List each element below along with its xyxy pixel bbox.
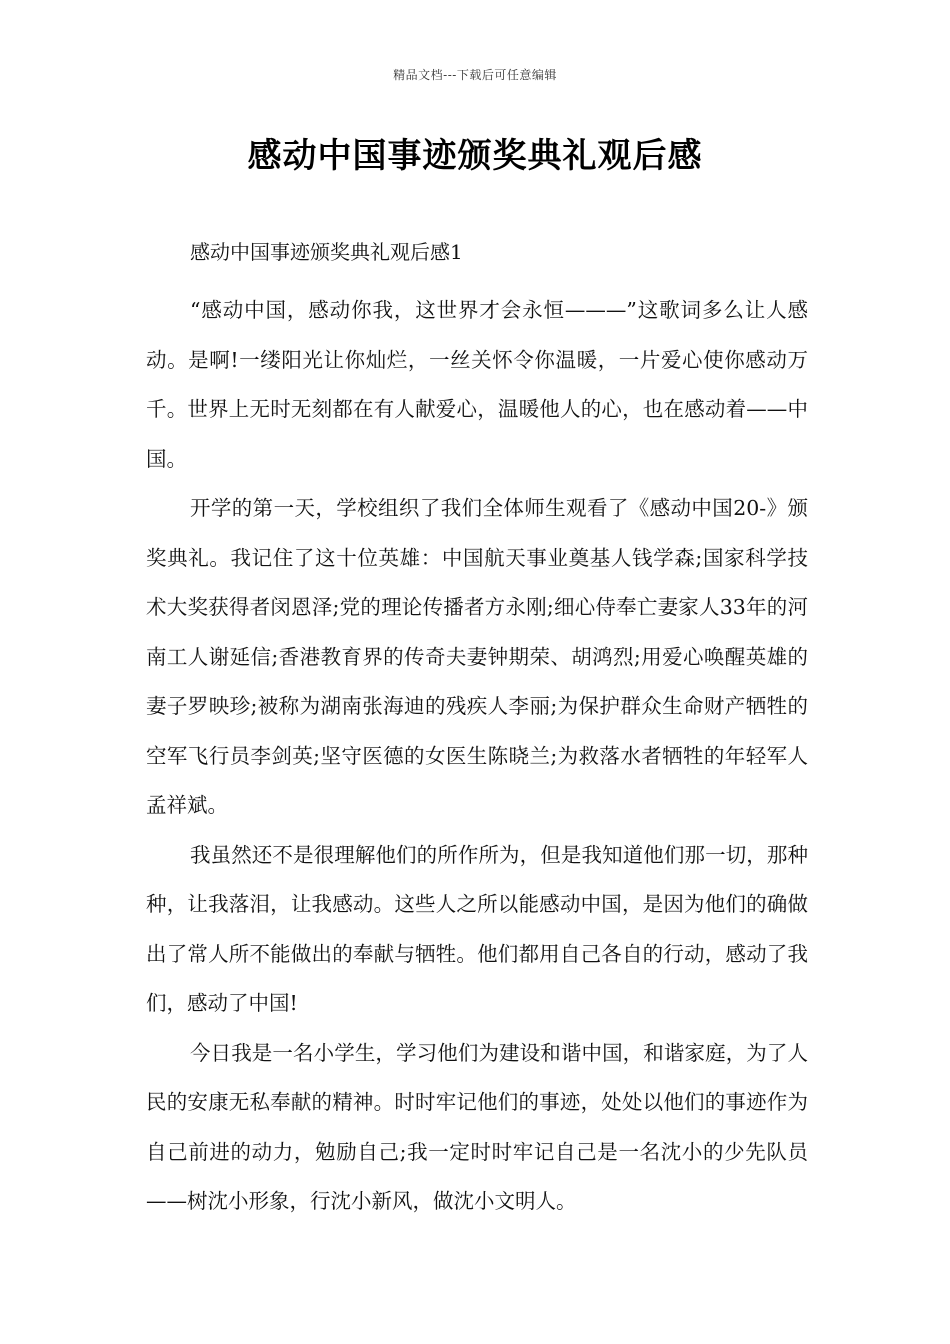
header-note: 精品文档---下载后可任意编辑 — [393, 68, 557, 82]
paragraph-2: 开学的第一天，学校组织了我们全体师生观看了《感动中国20-》颁奖典礼。我记住了这十位英雄：中国航天事业奠基人钱学森;国家科学技术大奖获得者闵恩泽;党的理论传播者方永刚;细心侍奉亡妻家人33年的河南工人谢延信;香港教育界的传奇夫妻钟期荣、胡鸿烈;用爱心唤醒英雄的妻子罗映珍;被称为湖南张海迪的残疾人李丽;为保护群众生命财产牺牲的空军飞行员李剑英;坚守医德的女医生陈晓兰;为救落水者牺牲的年轻军人孟祥斌。 — [146, 496, 808, 817]
document-body — [146, 236, 808, 1227]
section-subtitle: 感动中国事迹颁奖典礼观后感1 — [190, 240, 463, 264]
paragraph-3: 我虽然还不是很理解他们的所作所为，但是我知道他们那一切，那种种，让我落泪，让我感动。这些人之所以能感动中国，是因为他们的确做出了常人所不能做出的奉献与牺牲。他们都用自己各自的行动，感动了我们，感动了中国! — [146, 842, 808, 1015]
document-title: 感动中国事迹颁奖典礼观后感 — [247, 136, 703, 176]
paragraph-1: “感动中国，感动你我，这世界才会永恒———”这歌词多么让人感动。是啊!一缕阳光让你灿烂，一丝关怀令你温暖，一片爱心使你感动万千。世界上无时无刻都在有人献爱心，温暖他人的心，也在感动着——中国。 — [146, 298, 808, 471]
paragraph-4: 今日我是一名小学生，学习他们为建设和谐中国，和谐家庭，为了人民的安康无私奉献的精神。时时牢记他们的事迹，处处以他们的事迹作为自己前进的动力，勉励自己;我一定时时牢记自己是一名沈小的少先队员——树沈小形象，行沈小新风，做沈小文明人。 — [146, 1040, 808, 1213]
